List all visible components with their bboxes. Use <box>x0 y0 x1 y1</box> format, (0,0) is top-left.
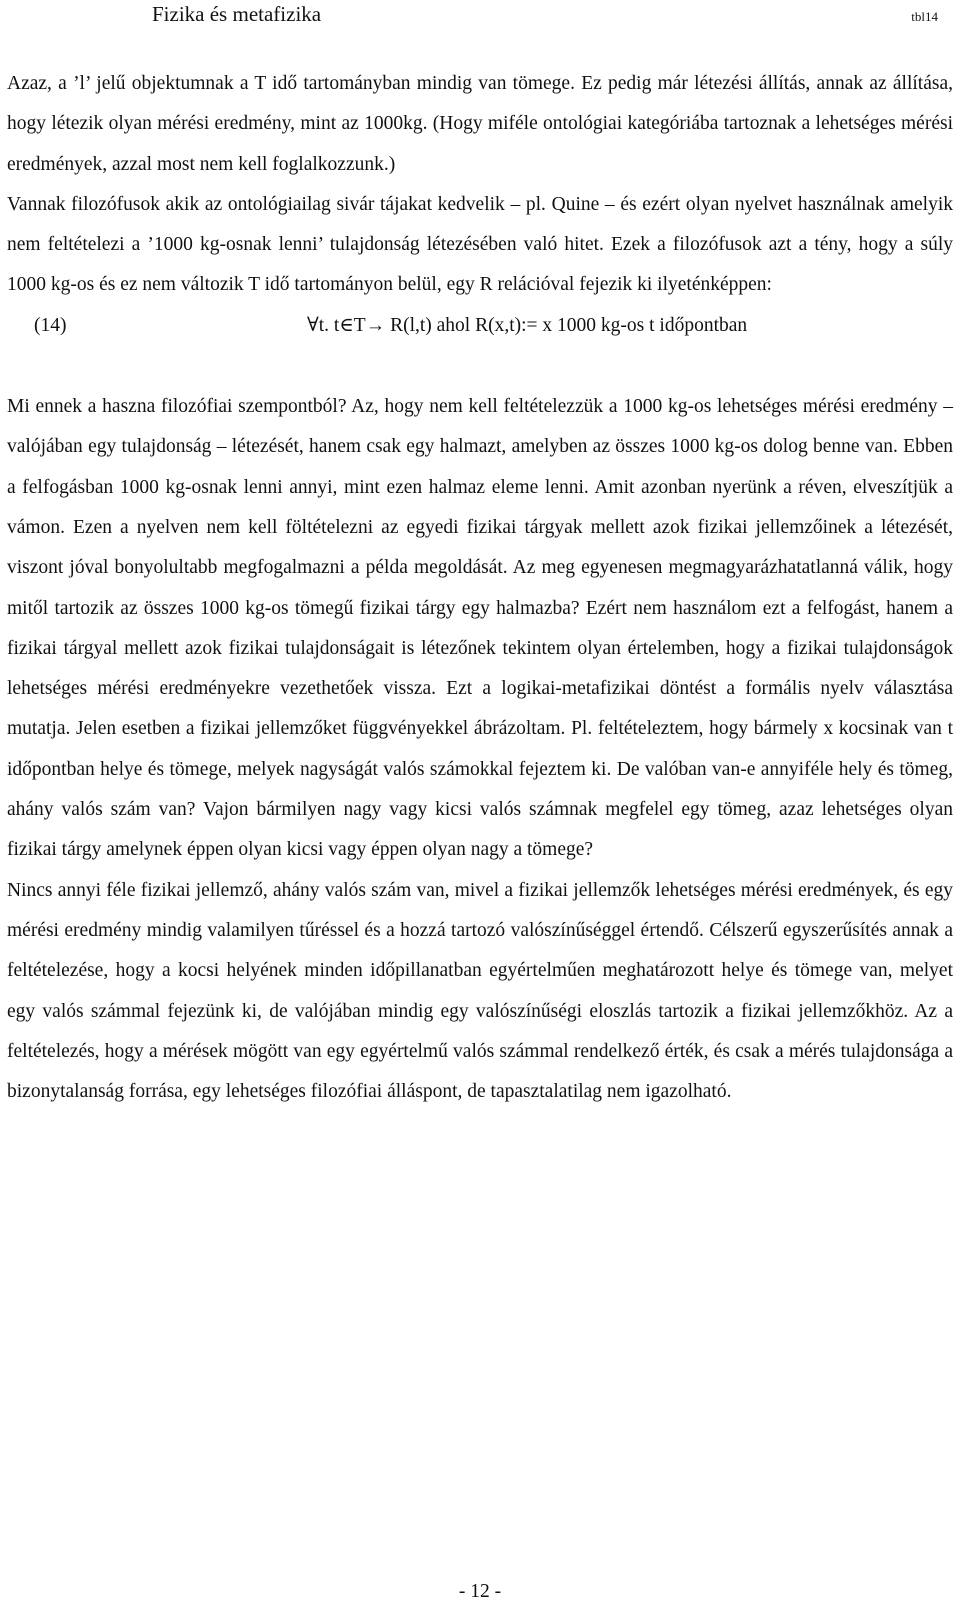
formula-expression: ∀t. t∈T→ R(l,t) ahol R(x,t):= x 1000 kg-os t időpontban <box>307 314 748 336</box>
header-title: Fizika és metafizika <box>152 2 322 26</box>
paragraph-2: Vannak filozófusok akik az ontológiailag sivár tájakat kedvelik – pl. Quine – és ezért olyan nyelvet használnak amelyik nem feltételezi a ’1000 kg-osnak lenni’ tulajdonság létezésében való hitet. Ezek a filozófusok azt a tény, hogy a súly 1000 kg-os és ez nem változik T idő tartományon belül, egy R relációval fejezik ki ilyeténképpen: <box>7 193 953 296</box>
formula-14 <box>7 306 953 346</box>
page-header <box>152 0 938 30</box>
header-code: tbl14 <box>911 9 938 24</box>
paragraph-4: Nincs annyi féle fizikai jellemző, ahány valós szám van, mivel a fizikai jellemzők lehetséges mérési eredmények, és egy mérési eredmény mindig valamilyen tűréssel és a hozzá tartozó valószínűséggel értendő. Célszerű egyszerűsítés annak a feltételezése, hogy a kocsi helyének minden időpillanatban egyértelműen meghatározott helye és tömege van, melyet egy valós számmal fejezünk ki, de valójában mindig egy valószínűségi eloszlás tartozik a fizikai jellemzőkhöz. Az a feltételezés, hogy a mérések mögött van egy egyértelmű valós számmal rendelkező érték, és csak a mérés tulajdonsága a bizonytalanság forrása, egy lehetséges filozófiai álláspont, de tapasztalatilag nem igazolható. <box>7 879 953 1103</box>
document-body <box>7 64 953 1112</box>
paragraph-1: Azaz, a ’l’ jelű objektumnak a T idő tartományban mindig van tömege. Ez pedig már létezési állítás, annak az állítása, hogy létezik olyan mérési eredmény, mint az 1000kg. (Hogy miféle ontológiai kategóriába tartoznak a lehetséges mérési eredmények, azzal most nem kell foglalkozzunk.) <box>7 73 953 175</box>
page-number: - 12 - <box>458 1581 502 1602</box>
paragraph-3: Mi ennek a haszna filozófiai szempontból? Az, hogy nem kell feltételezzük a 1000 kg-os lehetséges mérési eredmény – valójában egy tulajdonság – létezését, hanem csak egy halmazt, amelyben az összes 1000 kg-os dolog benne van. Ebben a felfogásban 1000 kg-osnak lenni annyi, mint ezen halmaz eleme lenni. Amit azonban nyerünk a réven, elveszítjük a vámon. Ezen a nyelven nem kell föltételezni az egyedi fizikai tárgyak mellett azok fizikai jellemzőinek a létezését, viszont jóval bonyolultabb megfogalmazni a példa megoldását. Az meg egyenesen megmagyarázhatatlanná válik, hogy mitől tartozik az összes 1000 kg-os tömegű fizikai tárgy egy halmazba? Ezért nem használom ezt a felfogást, hanem a fizikai tárgyal mellett azok fizikai tulajdonságait is létezőnek tekintem olyan értelemben, hogy a fizikai tulajdonságok lehetséges mérési eredményekre vezethetőek vissza. Ezt a logikai-metafizikai döntést a formális nyelv választása mutatja. Jelen esetben a fizikai jellemzőket függvényekkel ábrázoltam. Pl. feltételeztem, hogy bármely x kocsinak van t időpontban helye és tömege, melyek nagyságát valós számokkal fejeztem ki. De valóban van-e annyiféle hely és tömeg, ahány valós szám van? Vajon bármilyen nagy vagy kicsi valós számnak megfelel egy tömeg, azaz lehetséges olyan fizikai tárgy amelynek éppen olyan kicsi vagy éppen olyan nagy a tömege? <box>7 396 953 861</box>
formula-number: (14) <box>34 314 67 336</box>
